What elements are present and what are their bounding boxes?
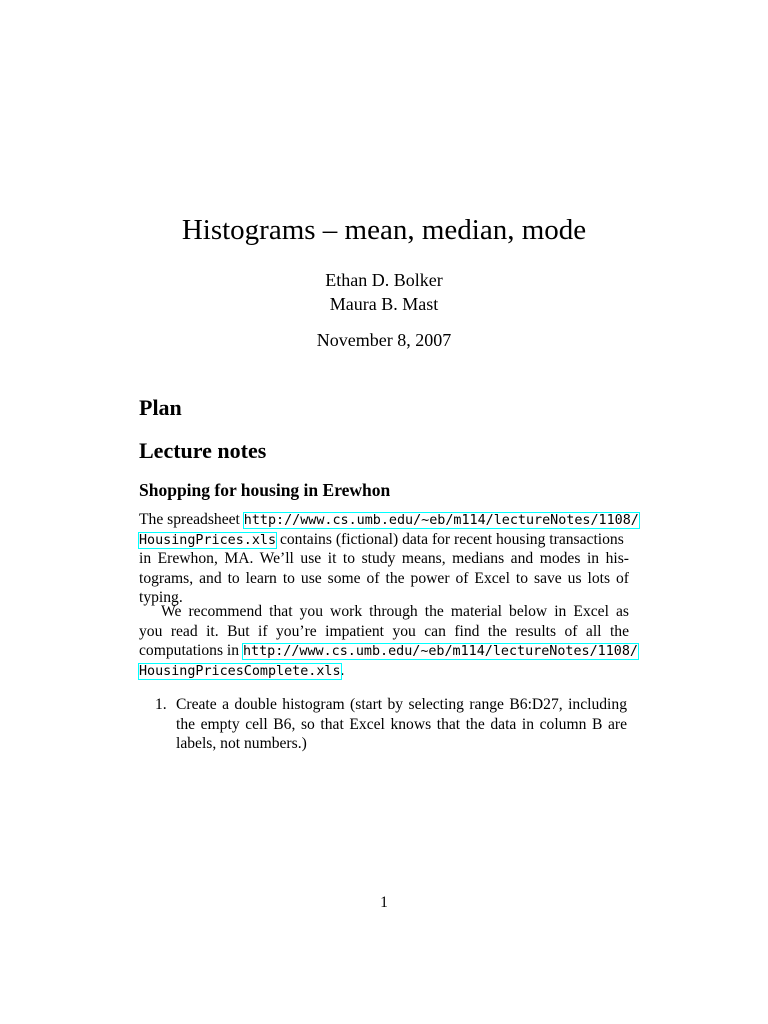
paragraph-line [139,510,639,530]
paragraph-line [139,641,638,661]
author-name: Maura B. Mast [329,294,439,314]
paragraph-line: typing. [139,589,183,607]
list-item-line: labels, not numbers.) [176,735,307,753]
list-item-body [176,695,627,754]
text-span: The spreadsheet [139,511,244,528]
section-heading-lecture-notes: Lecture notes [139,438,267,463]
list-item-number: 1. [155,696,167,713]
paragraph-line: you read it. But if you’re impatient you can find the results of all the [139,622,629,640]
paragraph-line [139,530,629,550]
list-item-line: the empty cell B6, so that Excel knows that the data in column B are [176,715,627,733]
complete-spreadsheet-link-continued[interactable]: HousingPricesComplete.xls [139,663,341,679]
text-span: . [340,661,345,679]
text-span: computations in [139,642,243,660]
author-name: Ethan D. Bolker [325,270,443,290]
page-number: 1 [380,894,388,911]
paragraph-line: We recommend that you work through the material below in Excel as [161,603,629,620]
paragraph-line: in Erewhon, MA. We’ll use it to study means, medians and modes in his- [139,550,629,568]
paragraph-line: tograms, and to learn to use some of the power of Excel to save us lots of [139,569,629,587]
text-span: contains (fictional) data for recent housing transactions [276,530,624,548]
paragraph-line [139,661,629,681]
document-date: November 8, 2007 [316,330,452,350]
paragraph [139,510,639,608]
paragraph [139,602,638,680]
subsection-heading: Shopping for housing in Erewhon [139,480,391,500]
spreadsheet-link-continued[interactable]: HousingPrices.xls [139,532,277,548]
section-heading-plan: Plan [139,395,182,420]
complete-spreadsheet-link[interactable]: http://www.cs.umb.edu/~eb/m114/lectureNotes/1108/ [242,644,638,660]
document-title: Histograms – mean, median, mode [181,214,587,246]
list-item-line: Create a double histogram (start by selecting range B6:D27, including [176,696,627,713]
spreadsheet-link[interactable]: http://www.cs.umb.edu/~eb/m114/lectureNotes/1108/ [243,513,639,528]
